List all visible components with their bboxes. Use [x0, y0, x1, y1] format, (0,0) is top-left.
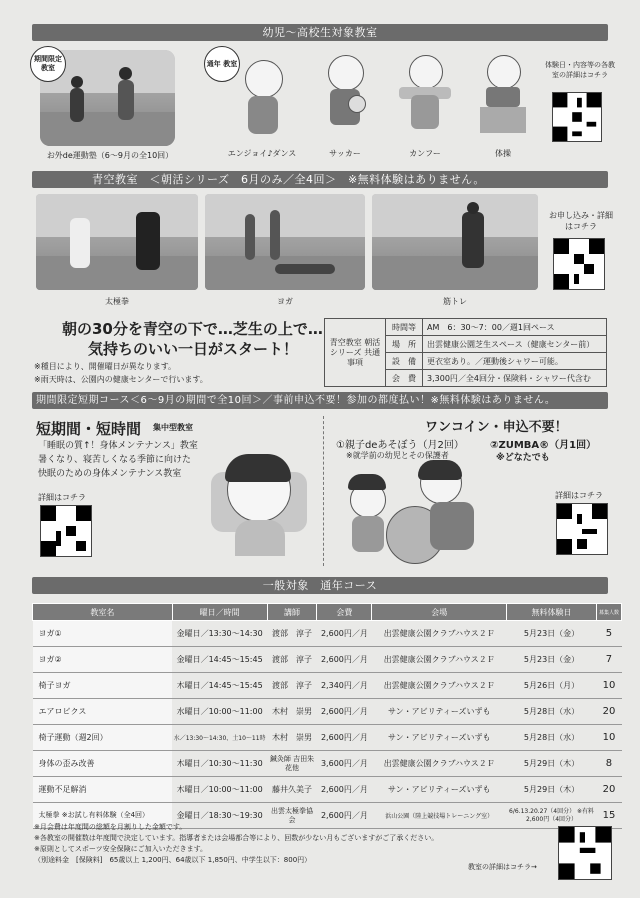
column-header: 募集人数	[596, 604, 621, 621]
venue-cell: 出雲健康公園クラブハウス２Ｆ	[372, 621, 507, 647]
capacity-cell: 8	[596, 751, 621, 777]
instructor-cell: 渡部 淳子	[267, 621, 317, 647]
photo-caption-training: 筋トレ	[443, 297, 467, 306]
class-name-cell: ヨガ①	[33, 621, 173, 647]
schedule-cell: 水曜日／10:00～11:00	[172, 699, 267, 725]
instructor-cell: 木村 崇男	[267, 725, 317, 751]
footnote: ※各教室の開催数は年度間で決定しています。指導者または会場都合等により、回数が少ない月もございますがご了承ください。	[34, 834, 439, 842]
venue-cell: 出雲健康公園クラブハウス２Ｆ	[372, 673, 507, 699]
fee-cell: 2,600円／月	[317, 777, 372, 803]
section3-divider	[323, 416, 325, 566]
oyako-note: ※就学前の幼児とその保護者	[346, 451, 449, 460]
class-gymnastics: 体操	[495, 149, 511, 158]
info-key: 設 備	[386, 353, 423, 370]
footnote: ※原則としてスポーツ安全保険にご加入いただきます。	[34, 845, 208, 853]
kungfu-illustration	[395, 55, 455, 140]
fee-cell: 2,600円／月	[317, 647, 372, 673]
gymnastics-illustration	[478, 55, 528, 140]
qr-note-5: 教室の詳細はコチラ→	[468, 863, 537, 871]
dance-illustration	[238, 60, 288, 140]
trial-date-cell: 5月23日（金）	[507, 621, 597, 647]
footnotes	[34, 822, 534, 866]
right-heading: ワンコイン・申込不要！	[425, 420, 568, 435]
instructor-cell: 藤井久美子	[267, 777, 317, 803]
class-name-cell: 太極拳 ※お試し有料体験（全4回）	[33, 803, 173, 829]
capacity-cell: 15	[596, 803, 621, 829]
venue-cell: サン・アビリティーズいずも	[372, 725, 507, 751]
class-name-cell: エアロビクス	[33, 699, 173, 725]
training-photo	[372, 194, 538, 290]
capacity-cell: 7	[596, 647, 621, 673]
column-header: 講師	[267, 604, 317, 621]
right-qr-note: 詳細はコチラ	[555, 491, 603, 500]
table-row	[33, 673, 622, 699]
qr-code-3[interactable]	[40, 505, 92, 557]
note-2: ※雨天時は、公園内の健康センターで行います。	[34, 375, 208, 384]
info-value: AM 6：30～7：00／週1回ペース	[423, 319, 607, 336]
trial-date-cell: 5月26日（月）	[507, 673, 597, 699]
schedule-cell: 木曜日／10:30～11:30	[172, 751, 267, 777]
fee-cell: 2,600円／月	[317, 725, 372, 751]
class-name-cell: 椅子ヨガ	[33, 673, 173, 699]
short-course-desc-1: 暑くなり、寝苦しくなる季節に向けた	[38, 455, 192, 465]
info-label: 青空教室 朝活シリーズ 共通事項	[325, 319, 386, 387]
short-course-title: 短期間・短時間	[36, 420, 142, 438]
qr-code-1[interactable]	[552, 92, 602, 142]
course-table	[32, 603, 622, 829]
section1-band: 幼児～高校生対象教室	[32, 24, 608, 41]
schedule-cell: 水／13:30～14:30、土10～11時	[172, 725, 267, 751]
instructor-cell: 木村 崇男	[267, 699, 317, 725]
zumba-note: ※どなたでも	[496, 453, 550, 463]
class-name-cell: 運動不足解消	[33, 777, 173, 803]
footnote: （別途料金 [保険料] 65歳以上 1,200円、64歳以下 1,850円、中学生以下：800円）	[34, 856, 312, 864]
schedule-cell: 金曜日／14:45～15:45	[172, 647, 267, 673]
trial-date-cell: 5月23日（金）	[507, 647, 597, 673]
fee-cell: 2,600円／月	[317, 803, 372, 829]
outdoor-caption: お外de運動塾（6～9月の全10回）	[46, 151, 174, 160]
aozora-info-box	[324, 318, 607, 387]
section2-band: 青空教室 ＜朝活シリーズ 6月のみ／全4回＞ ※無料体験はありません。	[32, 171, 608, 188]
headline-2: 気持ちのいい一日がスタート！	[88, 340, 299, 358]
limited-tag: 期間限定 教室	[30, 46, 66, 82]
soccer-illustration	[320, 55, 370, 140]
capacity-cell: 5	[596, 621, 621, 647]
note-1: ※種目により、開催曜日が異なります。	[34, 362, 177, 371]
schedule-cell: 金曜日／18:30～19:30	[172, 803, 267, 829]
qr-note-1: 体験日・内容等の各教室の詳細はコチラ	[545, 61, 615, 79]
fee-cell: 3,600円／月	[317, 751, 372, 777]
fee-cell: 2,340円／月	[317, 673, 372, 699]
class-kungfu: カンフー	[409, 149, 441, 158]
venue-cell: 出雲健康公園クラブハウス２Ｆ	[372, 751, 507, 777]
instructor-cell: 鍼灸師 吉田朱花他	[267, 751, 317, 777]
yearly-tag: 通年 教室	[204, 46, 240, 82]
yoga-photo	[205, 194, 365, 290]
instructor-cell: 出雲太極拳協会	[267, 803, 317, 829]
schedule-cell: 金曜日／13:30～14:30	[172, 621, 267, 647]
info-key: 会 費	[386, 370, 423, 387]
short-course-sub: 「睡眠の質↑！身体メンテナンス」教室	[38, 441, 198, 451]
info-key: 場 所	[386, 336, 423, 353]
column-header: 教室名	[33, 604, 173, 621]
section3-band: 期間限定短期コース＜6～9月の期間で全10回＞／事前申込不要！参加の都度払い！※無料体験はありません。	[32, 392, 608, 409]
venue-cell: サン・アビリティーズいずも	[372, 777, 507, 803]
table-row	[33, 725, 622, 751]
short-course-desc-2: 快眠のための身体メンテナンス教室	[38, 469, 182, 479]
capacity-cell: 10	[596, 673, 621, 699]
qr-code-5[interactable]	[558, 826, 612, 880]
section4-band: 一般対象 通年コース	[32, 577, 608, 594]
capacity-cell: 20	[596, 777, 621, 803]
parent-child-illustration	[346, 462, 486, 562]
footnote: ※月会費は年度間の総額を月割りした金額です。	[34, 823, 187, 831]
instructor-cell: 渡部 淳子	[267, 647, 317, 673]
column-header: 曜日／時間	[172, 604, 267, 621]
trial-date-cell: 5月28日（水）	[507, 699, 597, 725]
sleep-illustration	[205, 450, 313, 558]
info-value: 更衣室あり。／運動後シャワー可能。	[423, 353, 607, 370]
venue-cell: 浜山公園（陸上競技場トレーニング室）	[372, 803, 507, 829]
class-name-cell: ヨガ②	[33, 647, 173, 673]
capacity-cell: 20	[596, 699, 621, 725]
headline-1: 朝の30分を青空の下で…芝生の上で…	[62, 320, 323, 338]
fee-cell: 2,600円／月	[317, 699, 372, 725]
schedule-cell: 木曜日／10:00～11:00	[172, 777, 267, 803]
table-row	[33, 751, 622, 777]
column-header: 会費	[317, 604, 372, 621]
class-soccer: サッカー	[329, 149, 361, 158]
table-row	[33, 647, 622, 673]
venue-cell: 出雲健康公園クラブハウス２Ｆ	[372, 647, 507, 673]
photo-caption-yoga: ヨガ	[277, 297, 293, 306]
class-name-cell: 椅子運動（週2回）	[33, 725, 173, 751]
instructor-cell: 渡部 淳子	[267, 673, 317, 699]
column-header: 会場	[372, 604, 507, 621]
table-row	[33, 621, 622, 647]
fee-cell: 2,600円／月	[317, 621, 372, 647]
class-dance: エンジョイ♪ダンス	[227, 149, 297, 158]
trial-date-cell: 5月29日（木）	[507, 777, 597, 803]
class-name-cell: 身体の歪み改善	[33, 751, 173, 777]
table-row	[33, 777, 622, 803]
venue-cell: サン・アビリティーズいずも	[372, 699, 507, 725]
table-row	[33, 699, 622, 725]
capacity-cell: 10	[596, 725, 621, 751]
table-header-row	[33, 604, 622, 621]
trial-date-cell: 6/6.13.20.27（4回分） ※有料2,600円（4回分）	[507, 803, 597, 829]
schedule-cell: 木曜日／14:45～15:45	[172, 673, 267, 699]
info-value: 3,300円／全4回分・保険料・シャワー代含む	[423, 370, 607, 387]
info-value: 出雲健康公園芝生スペース（健康センター前）	[423, 336, 607, 353]
left-qr-note: 詳細はコチラ	[38, 493, 86, 502]
info-key: 時間等	[386, 319, 423, 336]
trial-date-cell: 5月29日（木）	[507, 751, 597, 777]
zumba-item: ②ZUMBA®（月1回）	[490, 440, 597, 451]
qr-note-2: お申し込み・詳細はコチラ	[549, 211, 613, 231]
oyako-item: ①親子deあそぼう（月2回）	[336, 440, 464, 451]
photo-caption-taichi: 太極拳	[105, 297, 129, 306]
qr-code-4[interactable]	[556, 503, 608, 555]
short-course-title-small: 集中型教室	[153, 423, 193, 432]
trial-date-cell: 5月28日（水）	[507, 725, 597, 751]
qr-code-2[interactable]	[553, 238, 605, 290]
taichi-photo	[36, 194, 198, 290]
column-header: 無料体験日	[507, 604, 597, 621]
